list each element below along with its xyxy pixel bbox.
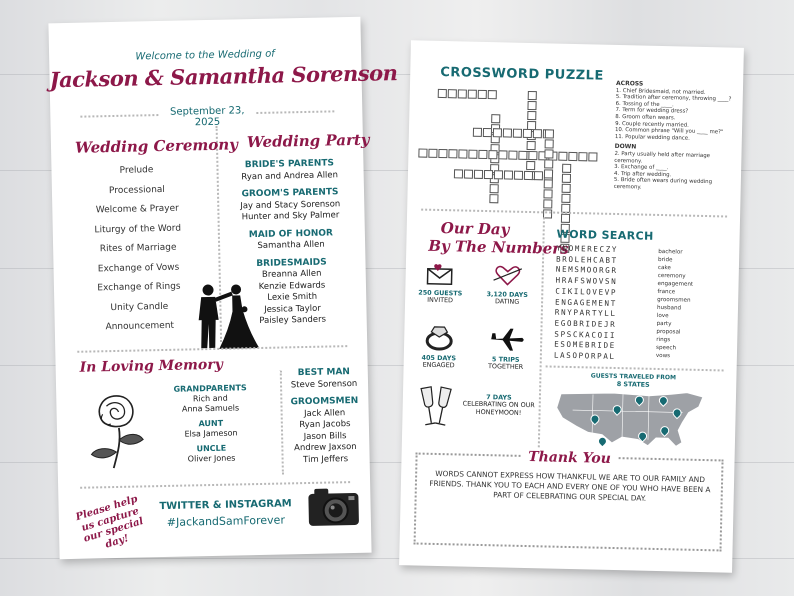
- crossword-cell[interactable]: [543, 189, 552, 198]
- down-clue: 5. Bride often wears during wedding ceremony.: [613, 177, 713, 191]
- couple-names: Jackson & Samantha Sorenson: [49, 60, 398, 93]
- party-name: Tim Jeffers: [302, 453, 349, 465]
- crossword-cell[interactable]: [503, 128, 512, 137]
- crossword-cell[interactable]: [527, 141, 536, 150]
- camera-icon: [306, 483, 361, 528]
- crossword-cell[interactable]: [527, 101, 536, 110]
- down-heading: DOWN: [614, 143, 637, 151]
- ceremony-item: Exchange of Vows: [97, 262, 180, 274]
- wedding-date: September 23, 2025: [170, 105, 245, 129]
- crossword-cell[interactable]: [568, 152, 577, 161]
- crossword-cell[interactable]: [491, 114, 500, 123]
- party-heading: BRIDE'S PARENTS: [244, 158, 335, 171]
- crossword-cell[interactable]: [448, 149, 457, 158]
- crossword-cell[interactable]: [561, 194, 570, 203]
- numbers-title-2: By The Numbers: [428, 236, 569, 258]
- down-clue: 3. Exchange of ____.: [614, 164, 669, 172]
- crossword-cell[interactable]: [588, 152, 597, 161]
- wordsearch-row: YNOMERECZY: [556, 243, 619, 255]
- hashtag: #JackandSamForever: [166, 513, 286, 529]
- divider: [546, 365, 724, 371]
- party-name: Breanna Allen: [261, 268, 322, 280]
- crossword-cell[interactable]: [578, 152, 587, 161]
- across-clue: 6. Tossing of the ____.: [615, 100, 674, 109]
- ceremony-item: Unity Candle: [110, 301, 169, 313]
- crossword-cell[interactable]: [513, 129, 522, 138]
- crossword-cell[interactable]: [473, 128, 482, 137]
- crossword-cell[interactable]: [561, 214, 570, 223]
- crossword-cell[interactable]: [545, 139, 554, 148]
- wordsearch-word: rings: [656, 336, 671, 344]
- stat-dating: 3,120 DAYS DATING: [486, 290, 528, 307]
- ceremony-item: Welcome & Prayer: [95, 203, 179, 216]
- wordsearch-word: party: [656, 320, 672, 328]
- wordsearch-word: groomsmen: [657, 296, 691, 304]
- memory-heading: AUNT: [198, 418, 224, 429]
- memory-heading: GRANDPARENTS: [173, 383, 247, 394]
- crossword-cell[interactable]: [544, 159, 553, 168]
- party-name: Andrew Jaxson: [293, 441, 357, 454]
- crossword-cell[interactable]: [544, 169, 553, 178]
- couple-silhouette-icon: [188, 281, 261, 350]
- crossword-cell[interactable]: [490, 184, 499, 193]
- party-name: Steve Sorenson: [290, 378, 358, 390]
- wordsearch-word: cake: [657, 264, 671, 272]
- wordsearch-word: love: [656, 312, 669, 320]
- ceremony-item: Exchange of Rings: [97, 281, 181, 294]
- crossword-cell[interactable]: [478, 150, 487, 159]
- wordsearch-row: SPSCKACOII: [554, 329, 617, 340]
- map-pins: [411, 40, 744, 48]
- games-card: [399, 40, 744, 572]
- envelope-icon: [425, 263, 453, 286]
- wordsearch-row: BROLEHCABT: [555, 254, 618, 265]
- crossword-cell[interactable]: [458, 149, 467, 158]
- across-clue: 9. Couple recently married.: [615, 120, 689, 129]
- party-name: Hunter and Sky Palmer: [241, 210, 340, 223]
- usa-map: [552, 388, 709, 458]
- divider: [80, 114, 158, 118]
- party-name: Kenzie Edwards: [258, 280, 326, 292]
- crossword-cell[interactable]: [494, 170, 503, 179]
- crossword-cell[interactable]: [438, 89, 447, 98]
- crossword-cell[interactable]: [428, 149, 437, 158]
- party-name: Jay and Stacy Sorenson: [240, 198, 341, 211]
- across-clue: 8. Groom often wears.: [615, 113, 676, 122]
- memory-name: Elsa Jameson: [184, 428, 238, 439]
- across-clue: 1. Chief Bridesmaid, not married.: [615, 87, 706, 96]
- capture-note: Please help us capture our special day!: [74, 493, 145, 551]
- crossword-cell[interactable]: [418, 148, 427, 157]
- crossword-cell[interactable]: [504, 170, 513, 179]
- stat-honeymoon: 7 DAYS CELEBRATING ON OUR HONEYMOON!: [462, 393, 535, 417]
- memory-name: Rich and: [192, 393, 228, 404]
- crossword-cell[interactable]: [528, 151, 537, 160]
- divider: [256, 110, 334, 114]
- program-card: [48, 17, 398, 559]
- crossword-cell[interactable]: [562, 174, 571, 183]
- wordsearch-word: ceremony: [657, 272, 686, 280]
- crossword-cell[interactable]: [474, 170, 483, 179]
- wordsearch-row: ESOMEBRIDE: [554, 339, 616, 351]
- crossword-cell[interactable]: [508, 151, 517, 160]
- wordsearch-row: EGOBRIDEJR: [554, 318, 617, 329]
- party-name: Jason Bills: [303, 430, 347, 442]
- crossword-clues: [614, 81, 734, 193]
- across-clue: 7. Term for wedding dress?: [615, 107, 689, 115]
- crossword-cell[interactable]: [478, 90, 487, 99]
- crossword-cell[interactable]: [534, 171, 543, 180]
- wordsearch-word: engagement: [657, 280, 694, 288]
- crossword-cell[interactable]: [524, 171, 533, 180]
- crossword-cell[interactable]: [545, 129, 554, 138]
- ceremony-item: Liturgy of the Word: [94, 223, 182, 235]
- wordsearch-word: speech: [656, 344, 677, 352]
- ceremony-item: Prelude: [119, 165, 154, 176]
- map-title: GUESTS TRAVELED FROM: [590, 372, 677, 382]
- thank-you-title: Thank You: [415, 447, 723, 470]
- party-name: Paisley Sanders: [259, 314, 327, 326]
- stat-engaged: 405 DAYS ENGAGED: [421, 353, 457, 370]
- crossword-cell[interactable]: [483, 128, 492, 137]
- ring-icon: [424, 323, 455, 352]
- party-name: Samantha Allen: [257, 239, 325, 251]
- wordsearch-word: bride: [658, 256, 673, 264]
- party-heading: MAID OF HONOR: [248, 227, 334, 240]
- wordsearch-row: ENGAGEMENT: [555, 297, 617, 308]
- ceremony-item: Rites of Marriage: [99, 242, 177, 255]
- wordsearch-word-list: [656, 248, 694, 361]
- across-clues: [615, 88, 734, 143]
- crossword-cell[interactable]: [562, 164, 571, 173]
- divider: [421, 209, 727, 218]
- crossword-cell[interactable]: [543, 199, 552, 208]
- crossword-cell[interactable]: [526, 161, 535, 170]
- memory-heading: UNCLE: [196, 443, 227, 454]
- party-name: Lexie Smith: [267, 291, 318, 303]
- memory-name: Oliver Jones: [187, 453, 236, 464]
- crossword-cell[interactable]: [544, 179, 553, 188]
- crossword-cell[interactable]: [493, 128, 502, 137]
- crossword-cell[interactable]: [558, 152, 567, 161]
- wordsearch-grid[interactable]: [554, 244, 618, 363]
- crossword-cell[interactable]: [514, 171, 523, 180]
- party-heading: BRIDESMAIDS: [256, 257, 327, 269]
- crossword-cell[interactable]: [544, 149, 553, 158]
- crossword-cell[interactable]: [438, 149, 447, 158]
- wordsearch-word: proposal: [656, 328, 681, 336]
- social-title: TWITTER & INSTAGRAM: [159, 498, 292, 513]
- party-name: Ryan and Andrea Allen: [241, 169, 339, 182]
- crossword-cell[interactable]: [527, 111, 536, 120]
- crossword-cell[interactable]: [488, 90, 497, 99]
- ceremony-item: Processional: [108, 184, 165, 196]
- map-subtitle: 8 STATES: [616, 380, 650, 389]
- crossword-cell[interactable]: [484, 170, 493, 179]
- ceremony-item: Announcement: [105, 320, 175, 333]
- party-heading: BEST MAN: [297, 367, 351, 379]
- wordsearch-row: HRAFSWOVSN: [555, 275, 618, 287]
- airplane-icon: [488, 326, 525, 353]
- crossword-cell[interactable]: [523, 129, 532, 138]
- party-heading: GROOM'S PARENTS: [241, 187, 339, 200]
- crossword-cell[interactable]: [464, 170, 473, 179]
- crossword-cell[interactable]: [488, 150, 497, 159]
- crossword-cell[interactable]: [468, 90, 477, 99]
- crossword-cell[interactable]: [533, 129, 542, 138]
- memory-name: Anna Samuels: [181, 403, 240, 414]
- down-clue: 4. Trip after wedding.: [613, 170, 672, 178]
- crossword-title: CROSSWORD PUZZLE: [440, 64, 604, 84]
- across-clue: 11. Popular wedding dance.: [614, 133, 690, 142]
- numbers-title-1: Our Day: [440, 219, 510, 239]
- across-heading: ACROSS: [615, 79, 644, 88]
- wordsearch-row: LASOPORPAL: [553, 350, 616, 362]
- party-name: Jack Allen: [303, 407, 346, 419]
- crossword-cell[interactable]: [448, 89, 457, 98]
- party-heading: GROOMSMEN: [290, 395, 359, 408]
- wordsearch-row: CIKILOVEVP: [555, 286, 618, 297]
- down-clue: 2. Party usually held after marriage ceremony.: [614, 150, 711, 165]
- down-clues: [614, 151, 733, 193]
- memory-title: In Loving Memory: [79, 356, 223, 376]
- champagne-icon: [416, 385, 455, 430]
- crossword-cell[interactable]: [454, 169, 463, 178]
- crossword-cell[interactable]: [528, 91, 537, 100]
- welcome-text: Welcome to the Wedding of: [135, 48, 275, 63]
- stat-guests: 250 GUESTS INVITED: [418, 288, 463, 305]
- wordsearch-word: bachelor: [658, 248, 683, 256]
- wordsearch-row: RNYPARTYLL: [554, 307, 617, 319]
- across-clue: 5. Tradition after ceremony, throwing ____?: [615, 94, 732, 103]
- stat-trips: 5 TRIPS TOGETHER: [487, 355, 524, 372]
- crossword-cell[interactable]: [562, 184, 571, 193]
- wordsearch-row: NEMSMOORGR: [555, 265, 618, 276]
- crossword-cell[interactable]: [489, 194, 498, 203]
- party-title: Wedding Party: [246, 130, 370, 152]
- party-list-continued: [282, 367, 368, 467]
- ceremony-title: Wedding Ceremony: [74, 135, 239, 157]
- wordsearch-word: france: [657, 288, 676, 296]
- rose-icon: [84, 389, 148, 470]
- ceremony-list: [71, 160, 205, 338]
- crossword-cell[interactable]: [458, 89, 467, 98]
- heart-arrow-icon: [491, 264, 523, 287]
- thank-you-message: WORDS CANNOT EXPRESS HOW THANKFUL WE ARE TO OUR FAMILY AND FRIENDS. THANK YOU TO EACH AND EVERY ONE OF YOU WHO HAVE BEEN A PART OF CELEBRATING OUR SPECIAL DAY.: [429, 468, 711, 503]
- crossword-cell[interactable]: [498, 150, 507, 159]
- memory-list: [154, 383, 268, 465]
- wordsearch-word: vows: [655, 352, 671, 360]
- party-name: Ryan Jacobs: [299, 419, 351, 431]
- crossword-cell[interactable]: [468, 150, 477, 159]
- across-clue: 10. Common phrase "Will you ____ me?": [614, 127, 724, 136]
- crossword-cell[interactable]: [518, 151, 527, 160]
- wordsearch-word: husband: [656, 304, 682, 312]
- wordsearch-title: WORD SEARCH: [556, 227, 654, 243]
- party-name: Jessica Taylor: [264, 303, 321, 315]
